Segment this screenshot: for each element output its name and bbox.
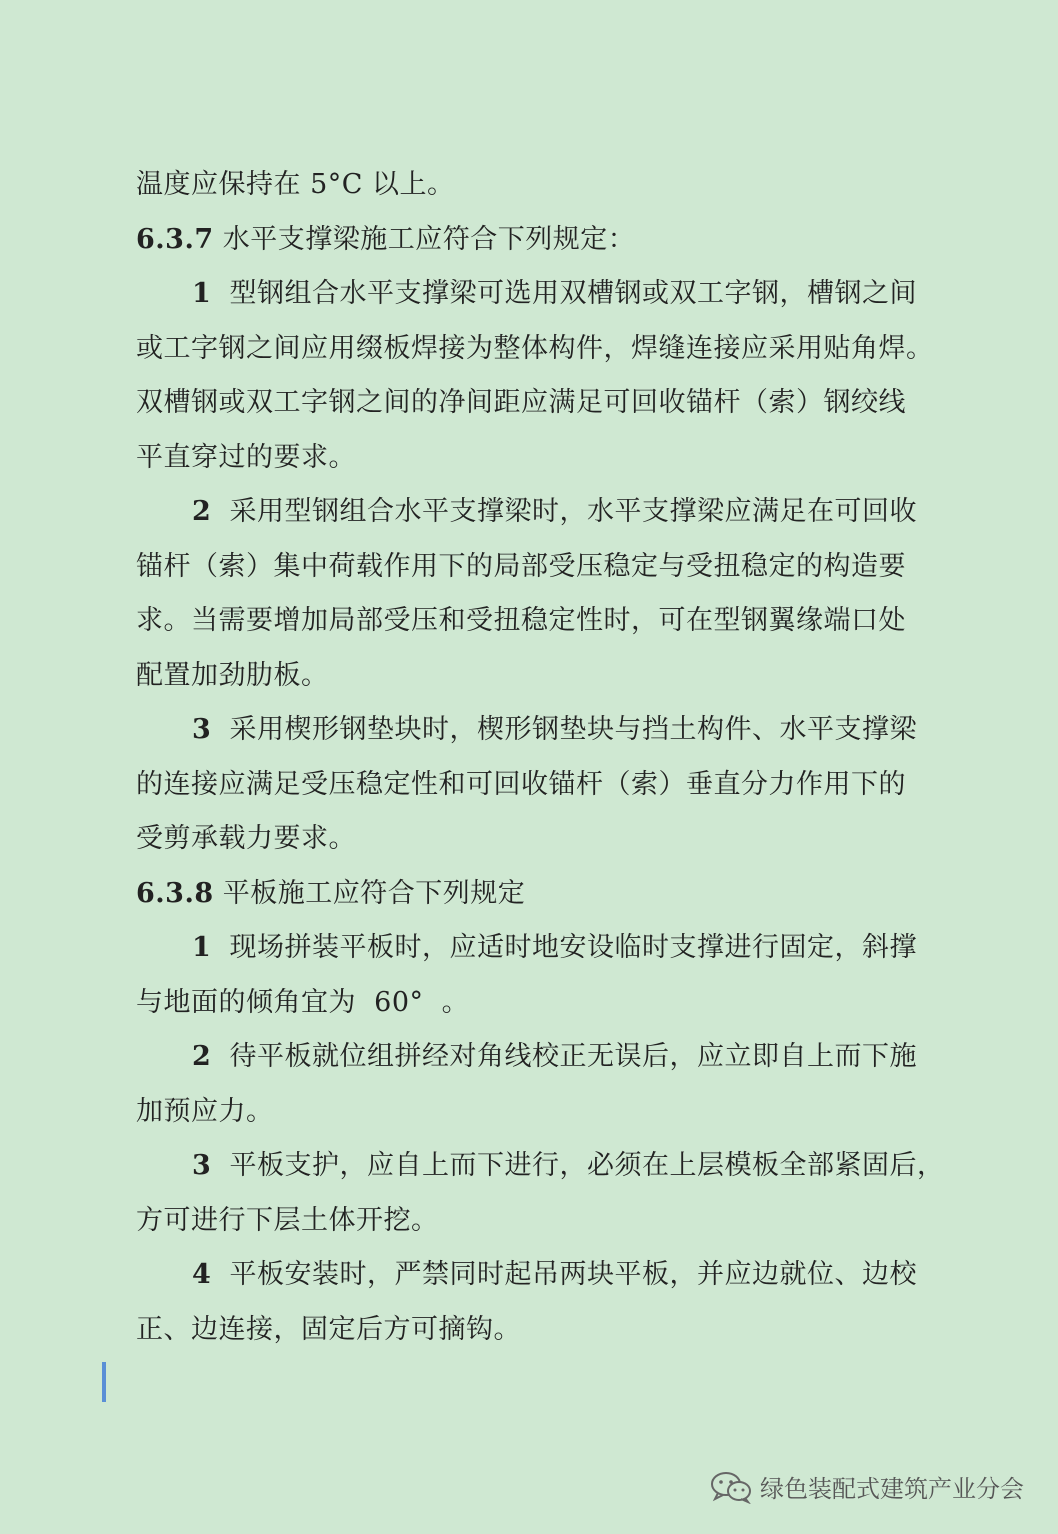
clause-number: 4: [192, 1259, 212, 1290]
line-text: 水平支撑梁施工应符合下列规定：: [213, 223, 636, 255]
clause-number: 6.3.7: [136, 223, 214, 255]
watermark-label: 绿色装配式建筑产业分会: [760, 1475, 1024, 1503]
text-line: [136, 703, 922, 758]
line-text: 平板施工应符合下列规定: [213, 877, 526, 909]
text-line: [136, 322, 934, 377]
document-body: [136, 158, 945, 1357]
line-text: 锚杆（索）集中荷载作用下的局部受压稳定与受扭稳定的构造要: [136, 550, 906, 582]
line-text: 采用型钢组合水平支撑梁时，水平支撑梁应满足在可回收: [211, 496, 917, 527]
text-line: [136, 921, 922, 976]
line-text: 加预应力。: [136, 1095, 274, 1127]
line-text: 待平板就位组拼经对角线校正无误后，应立即自上而下施: [211, 1041, 917, 1072]
line-text: 平直穿过的要求。: [136, 441, 356, 473]
text-line: [136, 812, 922, 867]
line-text: 的连接应满足受压稳定性和可回收锚杆（索）垂直分力作用下的: [136, 768, 906, 800]
line-text: 受剪承载力要求。: [136, 823, 356, 854]
text-line: [136, 1085, 922, 1140]
line-text: 型钢组合水平支撑梁可选用双槽钢或双工字钢，槽钢之间: [211, 278, 917, 309]
line-text: 配置加劲肋板。: [136, 659, 329, 691]
text-line: [136, 1194, 922, 1249]
line-text: 正、边连接，固定后方可摘钩。: [136, 1313, 521, 1345]
text-line: [136, 1303, 922, 1358]
clause-number: 2: [192, 496, 212, 527]
line-text: 现场拼装平板时，应适时地安设临时支撑进行固定，斜撑: [211, 932, 917, 963]
line-text: 方可进行下层土体开挖。: [136, 1204, 439, 1236]
text-cursor: [102, 1362, 106, 1402]
line-text: 采用楔形钢垫块时，楔形钢垫块与挡土构件、水平支撑梁: [211, 714, 917, 745]
clause-number: 2: [192, 1041, 212, 1072]
text-line: [136, 213, 922, 268]
line-text: 温度应保持在 5°C 以上。: [136, 169, 455, 200]
text-line: [136, 1030, 922, 1085]
line-text: 或工字钢之间应用缀板焊接为整体构件，焊缝连接应采用贴角焊。: [136, 332, 934, 364]
text-line: [136, 485, 922, 540]
clause-number: 1: [192, 932, 212, 963]
line-text: 与地面的倾角宜为 60° 。: [136, 986, 470, 1018]
wechat-icon: [710, 1470, 752, 1504]
text-line: [136, 867, 922, 922]
text-line: [136, 540, 922, 595]
line-text: 平板支护，应自上而下进行，必须在上层模板全部紧固后，: [211, 1150, 945, 1181]
text-line: [136, 594, 922, 649]
text-line: [136, 758, 922, 813]
line-text: 求。当需要增加局部受压和受扭稳定性时，可在型钢翼缘端口处: [136, 605, 906, 636]
text-line: [136, 431, 922, 486]
text-line: [136, 267, 922, 322]
clause-number: 1: [192, 278, 212, 309]
clause-number: 6.3.8: [136, 877, 214, 909]
line-text: 双槽钢或双工字钢之间的净间距应满足可回收锚杆（索）钢绞线: [136, 387, 906, 418]
text-line: [136, 1139, 945, 1194]
text-line: [136, 976, 922, 1031]
text-line: [136, 376, 922, 431]
text-line: [136, 1248, 922, 1303]
text-line: [136, 649, 922, 704]
clause-number: 3: [192, 1150, 212, 1181]
text-line: [136, 158, 922, 213]
line-text: 平板安装时，严禁同时起吊两块平板，并应边就位、边校: [211, 1259, 917, 1290]
clause-number: 3: [192, 714, 212, 745]
watermark-footer: [710, 1469, 1024, 1504]
